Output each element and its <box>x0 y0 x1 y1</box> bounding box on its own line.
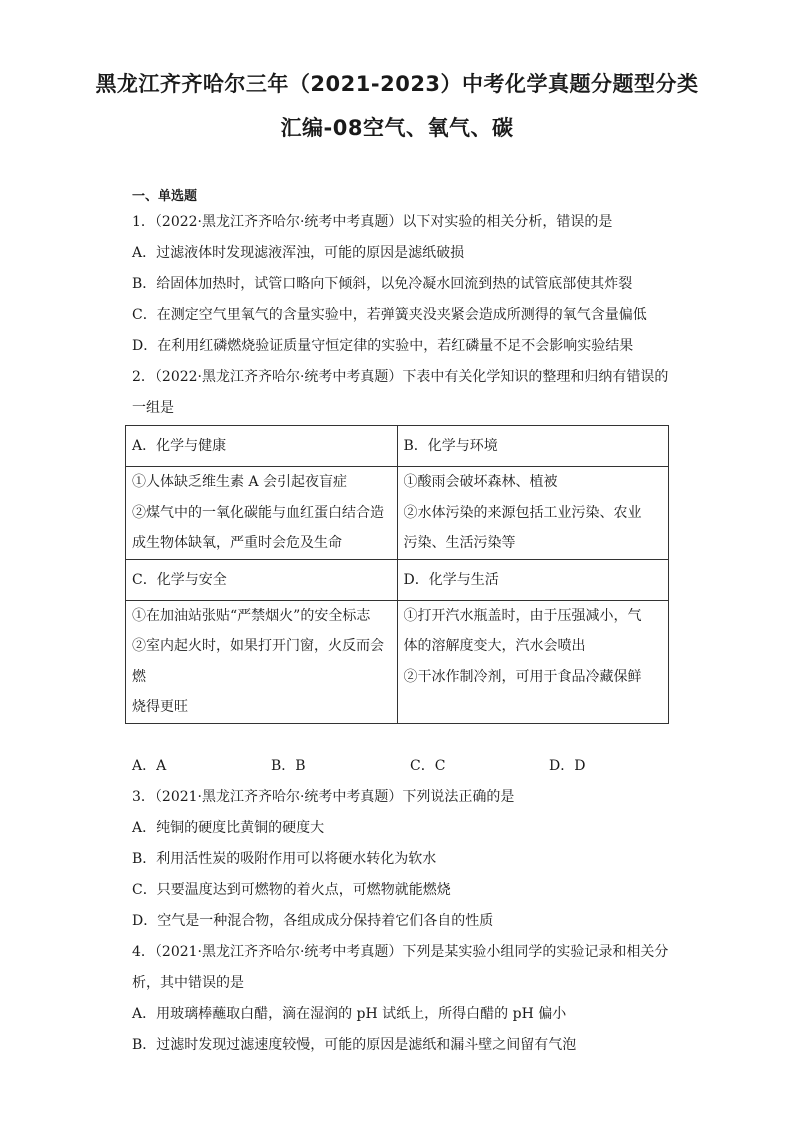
q3-option-c: C．只要温度达到可燃物的着火点，可燃物就能燃烧 <box>132 882 451 898</box>
table-cell-a-line-2: ②煤气中的一氧化碳能与血红蛋白结合造 <box>132 504 384 521</box>
q1-option-b: B．给固体加热时，试管口略向下倾斜，以免冷凝水回流到热的试管底部使其炸裂 <box>132 276 633 292</box>
table-cell-d-head: D．化学与生活 <box>397 559 669 600</box>
q2-option-c: C．C <box>410 758 446 774</box>
q1-option-d: D．在利用红磷燃烧验证质量守恒定律的实验中，若红磷量不足不会影响实验结果 <box>132 338 634 354</box>
table-cell-a-line-3: 成生物体缺氧，严重时会危及生命 <box>132 535 342 551</box>
q2-option-a: A．A <box>132 758 167 774</box>
table-cell-d-line-2: 体的溶解度变大，汽水会喷出 <box>403 638 586 654</box>
q4-option-a: A．用玻璃棒蘸取白醋，滴在湿润的 pH 试纸上，所得白醋的 pH 偏小 <box>132 1006 567 1022</box>
table-cell-c-body <box>126 600 398 723</box>
document-title-line-1: 黑龙江齐齐哈尔三年（2021-2023）中考化学真题分题型分类 <box>95 72 699 96</box>
q4-stem-line-1: 4．（2021·黑龙江齐齐哈尔·统考中考真题）下列是某实验小组同学的实验记录和相关分 <box>132 944 669 960</box>
q3-option-b: B．利用活性炭的吸附作用可以将硬水转化为软水 <box>132 851 437 867</box>
q2-table <box>125 425 669 724</box>
table-cell-a-body <box>126 467 398 560</box>
document-title-line-2: 汇编-08空气、氧气、碳 <box>280 116 514 140</box>
q3-option-d: D．空气是一种混合物，各组成成分保持着它们各自的性质 <box>132 913 494 929</box>
table-cell-d-body <box>397 600 669 723</box>
q2-option-d: D．D <box>549 758 586 774</box>
q2-stem-line-1: 2．（2022·黑龙江齐齐哈尔·统考中考真题）下表中有关化学知识的整理和归纳有错误的 <box>132 369 669 385</box>
table-cell-a-line-1: ①人体缺乏维生素 A 会引起夜盲症 <box>132 474 348 490</box>
table-cell-a-head: A．化学与健康 <box>126 426 398 467</box>
table-cell-b-line-3: 污染、生活污染等 <box>403 535 516 551</box>
q1-stem: 1．（2022·黑龙江齐齐哈尔·统考中考真题）以下对实验的相关分析，错误的是 <box>132 214 613 230</box>
q4-option-b: B．过滤时发现过滤速度较慢，可能的原因是滤纸和漏斗壁之间留有气泡 <box>132 1037 577 1053</box>
q2-option-b: B．B <box>271 758 306 774</box>
q1-option-a: A．过滤液体时发现滤液浑浊，可能的原因是滤纸破损 <box>132 245 465 261</box>
table-cell-b-head: B．化学与环境 <box>397 426 669 467</box>
table-cell-d-line-3: ②干冰作制冷剂，可用于食品冷藏保鲜 <box>403 668 642 685</box>
q3-option-a: A．纯铜的硬度比黄铜的硬度大 <box>132 820 325 836</box>
table-cell-d-line-1: ①打开汽水瓶盖时，由于压强减小，气 <box>403 607 642 624</box>
table-cell-c-line-2: ②室内起火时，如果打开门窗，火反而会燃 <box>132 638 384 685</box>
table-cell-c-line-1: ①在加油站张贴“严禁烟火”的安全标志 <box>132 607 371 624</box>
table-cell-c-head: C．化学与安全 <box>126 559 398 600</box>
table-cell-b-body <box>397 467 669 560</box>
q4-stem-line-2: 析，其中错误的是 <box>132 975 244 991</box>
table-cell-c-line-3: 烧得更旺 <box>132 699 188 715</box>
table-cell-b-line-1: ①酸雨会破坏森林、植被 <box>403 474 558 490</box>
q3-stem: 3．（2021·黑龙江齐齐哈尔·统考中考真题）下列说法正确的是 <box>132 789 515 805</box>
section-heading: 一、单选题 <box>132 189 198 204</box>
q2-stem-line-2: 一组是 <box>132 400 174 416</box>
table-cell-b-line-2: ②水体污染的来源包括工业污染、农业 <box>403 504 642 521</box>
q1-option-c: C．在测定空气里氧气的含量实验中，若弹簧夹没夹紧会造成所测得的氧气含量偏低 <box>132 307 647 323</box>
